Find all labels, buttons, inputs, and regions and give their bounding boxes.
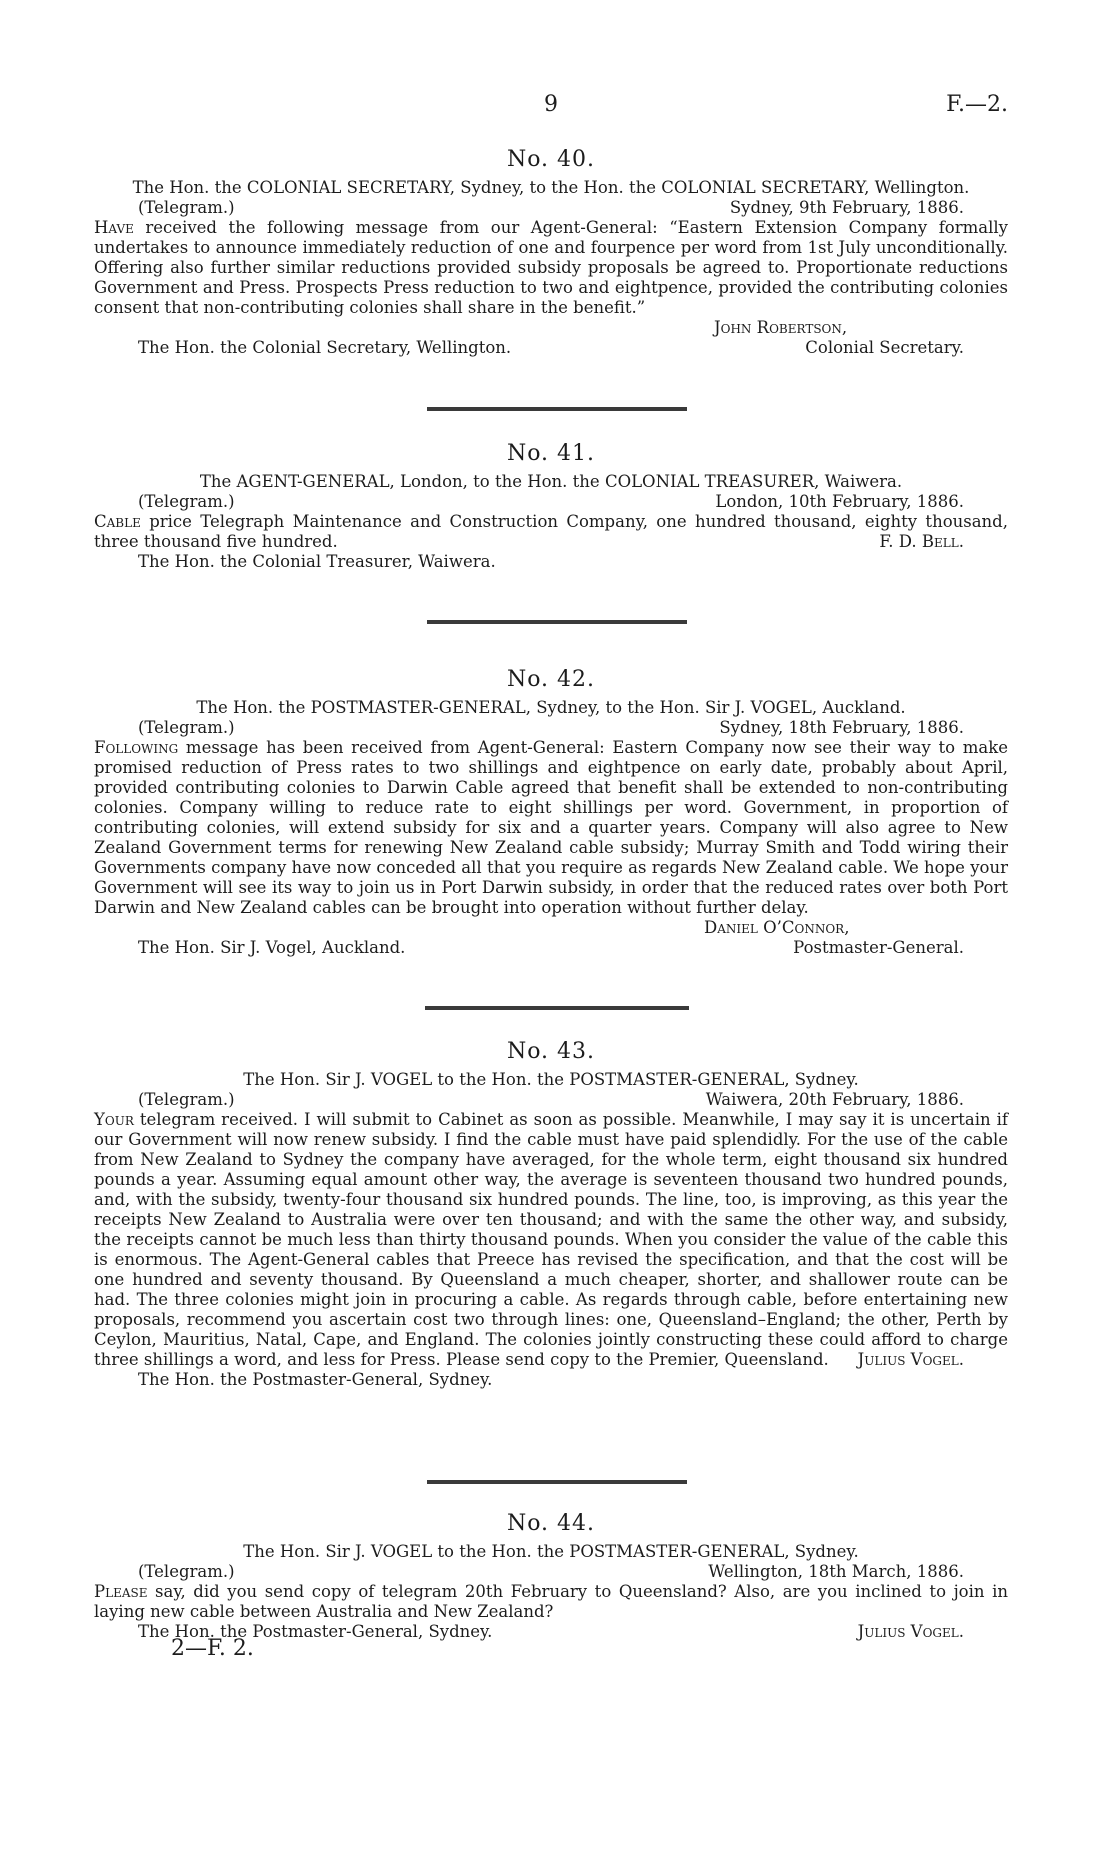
page-header [94,92,1008,122]
telegram-kind: (Telegram.) [138,1090,235,1109]
section-divider [425,1006,689,1010]
telegram-route: The Hon. Sir J. VOGEL to the Hon. the POSTMASTER-GENERAL, Sydney. [243,1542,859,1561]
addressee-line [94,1370,1008,1390]
telegram-body [94,738,1008,918]
addressee: The Hon. the Colonial Secretary, Wellington. [138,338,512,357]
telegram-section [94,146,1008,358]
telegram-route: The Hon. Sir J. VOGEL to the Hon. the POSTMASTER-GENERAL, Sydney. [243,1070,859,1089]
signature: Julius Vogel. [857,1350,964,1369]
signature-line [94,918,1008,938]
telegram-number: No. 43. [506,1039,596,1064]
addressee-line [94,938,1008,958]
telegram-date: Wellington, 18th March, 1886. [708,1562,964,1581]
telegram-number: No. 40. [506,147,596,172]
section-divider [427,407,687,411]
telegram-route: The Hon. the POSTMASTER-GENERAL, Sydney, to the Hon. Sir J. VOGEL, Auckland. [196,698,906,717]
telegram-lead-word: Have [94,218,134,237]
addressee: The Hon. the Postmaster-General, Sydney. [138,1370,493,1389]
sheet-code: 2—F. 2. [171,1636,254,1661]
signature: John Robertson, [714,318,848,337]
addressee: The Hon. Sir J. Vogel, Auckland. [138,938,406,957]
signature-title: Postmaster-General. [793,938,964,957]
telegram-body [94,218,1008,318]
telegram-kind: (Telegram.) [138,198,235,217]
telegram-body-text: say, did you send copy of telegram 20th February to Queensland? Also, are you inclined to join in laying new cable between Australia and New Zealand? [94,1582,1008,1621]
telegram-date: Sydney, 18th February, 1886. [719,718,964,737]
page-number: 9 [544,92,558,117]
telegram-body-text: message has been received from Agent-General: Eastern Company now see their way to make promised reduction of Press rates to two shillings and eightpence on early date, probably about April, provided contributing colonies to Darwin Cable agreed that benefit shall be extended to non-contributing colonies. Company willing to reduce rate to eight shillings per word. Government, in proportion of contributing colonies, will extend subsidy for six and a quarter years. Company will also agree to New Zealand Government terms for renewing New Zealand cable subsidy; Murray Smith and Todd wiring their Governments company have now conceded all that you require as regards New Zealand cable. We hope your Government will see its way to join us in Port Darwin subsidy, in order that the reduced rates over both Port Darwin and New Zealand cables can be brought into operation without further delay. [94,738,1008,917]
telegram-kind: (Telegram.) [138,1562,235,1581]
telegram-date: Sydney, 9th February, 1886. [729,198,964,217]
telegram-lead-word: Cable [94,512,141,531]
signature: F. D. Bell. [879,532,964,551]
telegram-body-text: received the following message from our Agent-General: “Eastern Extension Company formally undertakes to announce immediately reduction of one and fourpence per word from 1st July unconditionally. Offering also further similar reductions provided subsidy proposals be agreed to. Proportionate reductions Government and Press. Prospects Press reduction to two and eightpence, provided the contributing colonies consent that non-contributing colonies shall share in the benefit.” [94,218,1008,317]
telegram-lead-word: Please [94,1582,148,1601]
telegram-body [94,1582,1008,1622]
telegram-section [94,440,1008,572]
telegram-section [94,1510,1008,1642]
telegram-body-text: price Telegraph Maintenance and Construction Company, one hundred thousand, eighty thousand, three thousand five hundred. [94,512,1008,551]
telegram-meta [94,492,1008,512]
addressee: The Hon. the Postmaster-General, Sydney. [138,1622,493,1641]
telegram-lead-word: Following [94,738,179,757]
telegram-lead-word: Your [94,1110,134,1129]
telegram-date: London, 10th February, 1886. [715,492,964,511]
signature-line [94,318,1008,338]
telegram-section [94,1038,1008,1390]
telegram-meta [94,718,1008,738]
telegram-route: The Hon. the COLONIAL SECRETARY, Sydney, to the Hon. the COLONIAL SECRETARY, Wellington. [132,178,970,197]
telegram-date: Waiwera, 20th February, 1886. [705,1090,964,1109]
telegram-kind: (Telegram.) [138,492,235,511]
telegram-body-text: telegram received. I will submit to Cabinet as soon as possible. Meanwhile, I may say it is uncertain if our Government will now renew subsidy. I find the cable must have paid splendidly. For the use of the cable from New Zealand to Sydney the company have averaged, for the whole term, eight thousand six hundred pounds a year. Assuming equal amount other way, the average is seventeen thousand two hundred pounds, and, with the subsidy, twenty-four thousand six hundred pounds. The line, too, is improving, as this year the receipts New Zealand to Australia were over ten thousand; and with the same the other way, and subsidy, the receipts cannot be much less than thirty thousand pounds. When you consider the value of the cable this is enormous. The Agent-General cables that Preece has revised the specification, and that the cost will be one hundred and seventy thousand. By Queensland a much cheaper, shorter, and shallower route can be had. The three colonies might join in procuring a cable. As regards through cable, before entertaining new proposals, recommend you ascertain cost two through lines: one, Queensland–England; the other, Perth by Ceylon, Mauritius, Natal, Cape, and England. The colonies jointly constructing these could afford to charge three shillings a word, and less for Press. Please send copy to the Premier, Queensland. [94,1110,1008,1369]
telegram-meta [94,198,1008,218]
addressee-line [94,338,1008,358]
document-code: F.—2. [946,92,1008,117]
telegram-number: No. 44. [506,1511,596,1536]
telegram-route: The AGENT-GENERAL, London, to the Hon. the COLONIAL TREASURER, Waiwera. [199,472,903,491]
telegram-meta [94,1090,1008,1110]
telegram-body [94,1110,1008,1370]
signature: Daniel O’Connor, [704,918,850,937]
addressee-line [94,552,1008,572]
telegram-meta [94,1562,1008,1582]
signature: Julius Vogel. [857,1622,964,1641]
telegram-section [94,666,1008,958]
addressee: The Hon. the Colonial Treasurer, Waiwera. [138,552,496,571]
section-divider [427,1480,687,1484]
telegram-number: No. 42. [506,667,596,692]
signature-title: Colonial Secretary. [805,338,964,357]
telegram-kind: (Telegram.) [138,718,235,737]
telegram-number: No. 41. [506,441,596,466]
section-divider [427,620,687,624]
